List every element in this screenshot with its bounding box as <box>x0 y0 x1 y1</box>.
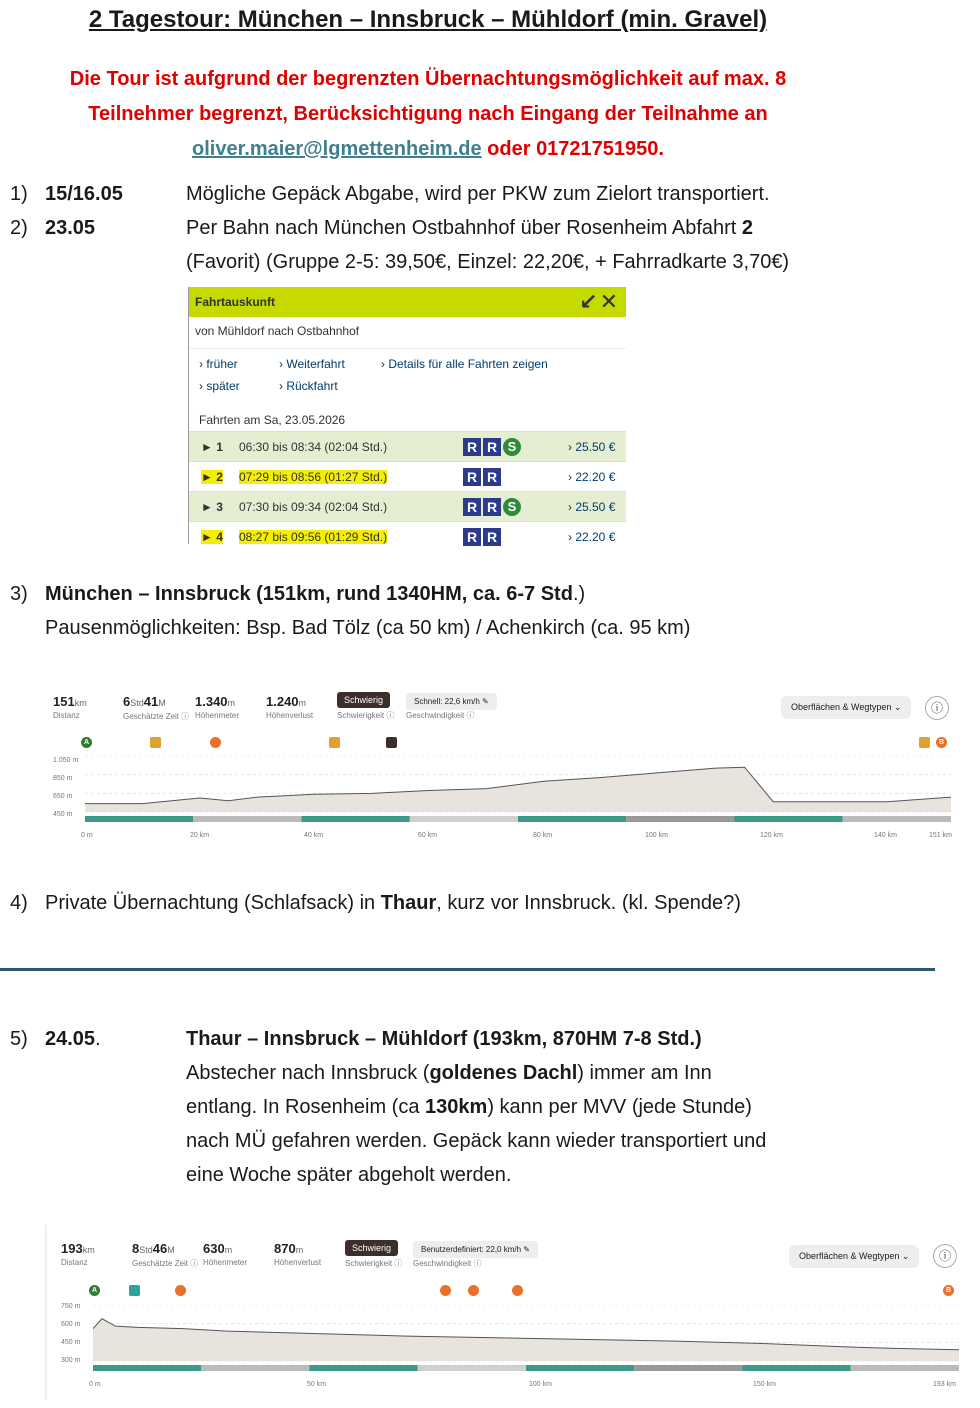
regional-train-icon: R <box>463 468 481 486</box>
speed-setting[interactable]: Schnell: 22,6 km/h ✎ <box>406 693 497 710</box>
surface-segment <box>193 816 301 822</box>
y-tick: 1.050 m <box>53 757 79 764</box>
surface-segment <box>735 816 843 822</box>
connection-price[interactable]: › 22.20 € <box>568 529 616 544</box>
regional-train-icon: R <box>463 528 481 546</box>
elevation-area <box>85 767 951 812</box>
item-5-line-1: Abstecher nach Innsbruck (goldenes Dachl) immer am Inn <box>186 1062 712 1084</box>
speed-setting[interactable]: Benutzerdefiniert: 22,0 km/h ✎ <box>413 1241 538 1258</box>
item-1-number: 1) <box>10 183 28 205</box>
surface-segment <box>201 1365 309 1371</box>
surface-segment <box>410 816 518 822</box>
connection-price[interactable]: › 25.50 € <box>568 499 616 514</box>
stat-elevation-loss: 1.240m Höhenverlust <box>266 694 314 720</box>
item-4-number: 4) <box>10 892 28 914</box>
item-5-heading: Thaur – Innsbruck – Mühldorf (193km, 870HM 7-8 Std.) <box>186 1028 702 1050</box>
item-3-number: 3) <box>10 583 28 605</box>
x-tick: 151 km <box>929 832 952 839</box>
surface-dropdown[interactable]: Oberflächen & Wegtypen ⌄ <box>781 696 911 719</box>
start-marker-icon: A <box>81 737 92 748</box>
item-4-location: Thaur <box>380 892 437 914</box>
notice-line-1: Die Tour ist aufgrund der begrenzten Übernachtungsmöglichkeit auf max. 8 <box>69 68 787 90</box>
difficulty-label: Schwierigkeit ⓘ <box>345 1259 403 1268</box>
item-2-line-1 <box>186 211 753 245</box>
item-3-text: Pausenmöglichkeiten: Bsp. Bad Tölz (ca 50 km) / Achenkirch (ca. 95 km) <box>45 617 691 639</box>
stat-elevation-gain: 1.340m Höhenmeter <box>195 694 240 720</box>
connection-row-1[interactable] <box>189 431 626 461</box>
item-4-text: Private Übernachtung (Schlafsack) in Thaur, kurz vor Innsbruck. (kl. Spende?) <box>45 892 741 914</box>
y-tick: 450 m <box>61 1339 81 1346</box>
stat-distance: 193km Distanz <box>61 1241 95 1267</box>
item-3-heading <box>45 577 585 611</box>
connection-number: ► 2 <box>201 469 223 484</box>
fahrtauskunft-title: Fahrtauskunft <box>195 295 276 309</box>
x-tick: 20 km <box>190 832 210 839</box>
sbahn-icon: S <box>503 498 521 516</box>
poi-icon <box>150 737 161 748</box>
x-tick: 0 m <box>89 1381 101 1388</box>
fahrtauskunft-header <box>189 287 626 317</box>
item-5-line-2: entlang. In Rosenheim (ca 130km) kann per MVV (jede Stunde) <box>186 1096 752 1118</box>
x-tick: 140 km <box>874 832 897 839</box>
surface-segment <box>302 816 410 822</box>
regional-train-icon: R <box>463 438 481 456</box>
connection-time: 07:30 bis 09:34 (02:04 Std.) <box>239 499 388 514</box>
x-tick: 60 km <box>418 832 438 839</box>
difficulty-badge: Schwierig <box>337 692 390 708</box>
x-tick: 193 km <box>933 1381 956 1388</box>
elevation-chart-1 <box>85 756 951 826</box>
item-3-heading-bold: München – Innsbruck (151km, rund 1340HM, ca. 6-7 Std <box>45 583 573 605</box>
regional-train-icon: R <box>483 438 501 456</box>
poi-icon <box>440 1285 451 1296</box>
item-2-number: 2) <box>10 217 28 239</box>
section-divider <box>0 968 935 971</box>
x-tick: 0 m <box>81 832 93 839</box>
navigation-links <box>189 349 626 409</box>
y-tick: 600 m <box>61 1321 81 1328</box>
close-icon[interactable]: ✕ <box>599 289 620 314</box>
x-tick: 150 km <box>753 1381 776 1388</box>
surface-segment <box>851 1365 959 1371</box>
item-5-number: 5) <box>10 1028 28 1050</box>
regional-train-icon: R <box>483 468 501 486</box>
document-title: 2 Tagestour: München – Innsbruck – Mühldorf (min. Gravel) <box>88 6 768 33</box>
y-tick: 300 m <box>61 1357 81 1364</box>
goldenes-dachl: goldenes Dachl <box>429 1062 578 1084</box>
poi-icon <box>329 737 340 748</box>
speed-label: Geschwindigkeit ⓘ <box>406 711 475 720</box>
segment-icon <box>386 737 397 748</box>
elevation-area <box>93 1319 959 1361</box>
notice-line-2: Teilnehmer begrenzt, Berücksichtigung nach Eingang der Teilnahme an <box>88 103 768 125</box>
item-3-heading-end: .) <box>572 583 586 605</box>
item-2-favorite-number: 2 <box>741 217 754 239</box>
item-1-date: 15/16.05 <box>45 183 123 205</box>
stat-distance: 151km Distanz <box>53 694 87 720</box>
y-tick: 650 m <box>53 793 73 800</box>
x-tick: 40 km <box>304 832 324 839</box>
info-icon[interactable]: ⓘ <box>925 696 949 720</box>
x-tick: 100 km <box>529 1381 552 1388</box>
item-5-date: 24.05. <box>45 1028 101 1050</box>
poi-icon <box>175 1285 186 1296</box>
surface-dropdown[interactable]: Oberflächen & Wegtypen ⌄ <box>789 1245 919 1268</box>
connection-price[interactable]: › 25.50 € <box>568 439 616 454</box>
item-5-line-4: eine Woche später abgeholt werden. <box>186 1164 512 1186</box>
connection-time: 08:27 bis 09:56 (01:29 Std.) <box>239 529 388 544</box>
surface-segment <box>743 1365 851 1371</box>
elevation-profile-2 <box>45 1225 965 1400</box>
y-tick: 750 m <box>61 1303 81 1310</box>
stat-elevation-gain: 630m Höhenmeter <box>203 1241 248 1267</box>
connection-row-2[interactable] <box>189 461 626 491</box>
minimize-arrow-icon[interactable]: ↙ <box>579 289 600 314</box>
surface-segment <box>310 1365 418 1371</box>
bike-poi-icon <box>512 1285 523 1296</box>
connection-number: ► 3 <box>201 499 223 514</box>
surface-segment <box>418 1365 526 1371</box>
link-rueckfahrt[interactable]: › Rückfahrt <box>279 379 338 393</box>
poi-icon <box>919 737 930 748</box>
connection-price[interactable]: › 22.20 € <box>568 469 616 484</box>
surface-segment <box>85 816 193 822</box>
stat-time: 6Std41M Geschätzte Zeit ⓘ <box>123 694 190 721</box>
link-details[interactable]: › Details für alle Fahrten zeigen <box>381 357 548 371</box>
bike-poi-icon <box>468 1285 479 1296</box>
item-1-text: Mögliche Gepäck Abgabe, wird per PKW zum Zielort transportiert. <box>186 183 770 205</box>
surface-segment <box>634 1365 742 1371</box>
elevation-chart-2 <box>93 1305 959 1375</box>
surface-segment <box>626 816 734 822</box>
x-tick: 80 km <box>533 832 553 839</box>
item-2-text: Per Bahn nach München Ostbahnhof über Rosenheim Abfahrt <box>186 217 742 239</box>
notice-line-3 <box>0 132 856 167</box>
route-label: von Mühldorf nach Ostbahnhof <box>189 317 626 349</box>
regional-train-icon: R <box>483 528 501 546</box>
connection-row-4[interactable] <box>189 521 626 551</box>
surface-segment <box>843 816 951 822</box>
regional-train-icon: R <box>483 498 501 516</box>
participation-notice <box>0 62 856 167</box>
connection-number: ► 4 <box>201 529 223 544</box>
connection-number: ► 1 <box>201 439 223 454</box>
poi-icon <box>129 1285 140 1296</box>
regional-train-icon: R <box>463 498 481 516</box>
surface-segment <box>93 1365 201 1371</box>
x-tick: 100 km <box>645 832 668 839</box>
stat-elevation-loss: 870m Höhenverlust <box>274 1241 322 1267</box>
connection-time: 07:29 bis 08:56 (01:27 Std.) <box>239 469 388 484</box>
y-tick: 850 m <box>53 775 73 782</box>
difficulty-badge: Schwierig <box>345 1240 398 1256</box>
x-tick: 50 km <box>307 1381 327 1388</box>
item-2-line-2: (Favorit) (Gruppe 2-5: 39,50€, Einzel: 22,20€, + Fahrradkarte 3,70€) <box>186 251 790 273</box>
rosenheim-distance: 130km <box>425 1096 488 1118</box>
item-5-line-3: nach MÜ gefahren werden. Gepäck kann wieder transportiert und <box>186 1130 767 1152</box>
surface-segment <box>518 816 626 822</box>
info-icon[interactable]: ⓘ <box>933 1244 957 1268</box>
fahrten-date: Fahrten am Sa, 23.05.2026 <box>199 413 346 427</box>
end-marker-icon: B <box>943 1285 954 1296</box>
connection-time: 06:30 bis 08:34 (02:04 Std.) <box>239 439 388 454</box>
difficulty-label: Schwierigkeit ⓘ <box>337 711 395 720</box>
x-tick: 120 km <box>760 832 783 839</box>
surface-segment <box>526 1365 634 1371</box>
bike-poi-icon <box>210 737 221 748</box>
elevation-profile-1 <box>45 688 955 846</box>
link-weiterfahrt[interactable]: › Weiterfahrt <box>279 357 345 371</box>
phone-text: oder 01721751950. <box>481 138 664 160</box>
link-frueher[interactable]: › früher <box>199 357 238 371</box>
email-link[interactable]: oliver.maier@lgmettenheim.de <box>192 138 482 160</box>
sbahn-icon: S <box>503 438 521 456</box>
y-tick: 450 m <box>53 811 73 818</box>
fahrtauskunft-widget <box>188 287 626 544</box>
item-2-date: 23.05 <box>45 217 96 239</box>
link-spaeter[interactable]: › später <box>199 379 240 393</box>
start-marker-icon: A <box>89 1285 100 1296</box>
stat-time: 8Std46M Geschätzte Zeit ⓘ <box>132 1241 199 1268</box>
connection-row-3[interactable] <box>189 491 626 521</box>
speed-label: Geschwindigkeit ⓘ <box>413 1259 482 1268</box>
end-marker-icon: B <box>936 737 947 748</box>
